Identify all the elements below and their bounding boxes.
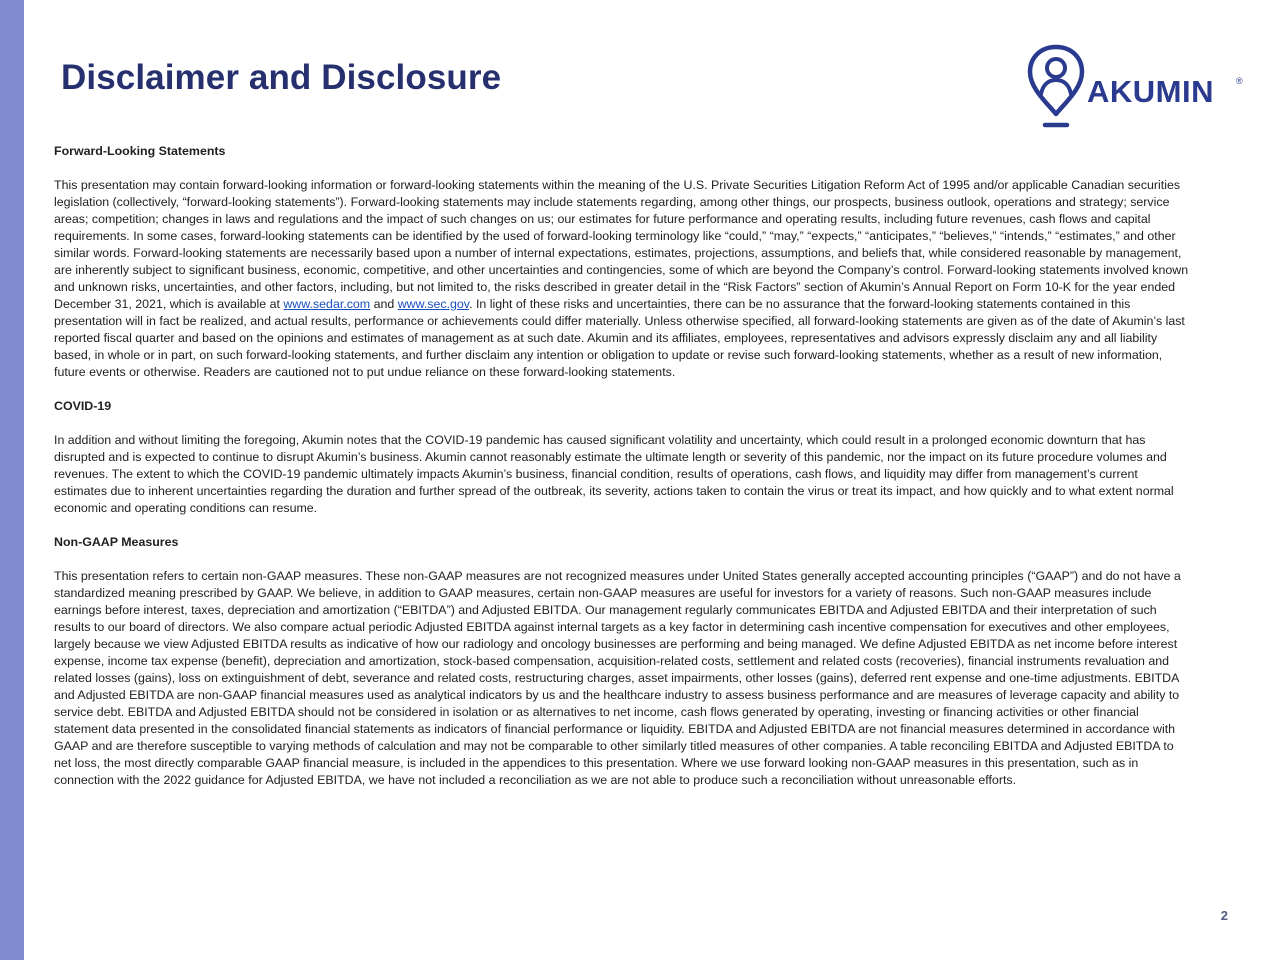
sedar-link[interactable]: www.sedar.com bbox=[283, 297, 371, 311]
logo-wordmark: AKUMIN bbox=[1087, 74, 1214, 109]
disclaimer-content bbox=[54, 143, 1194, 789]
section-heading-covid: COVID-19 bbox=[54, 399, 112, 413]
and-text: and bbox=[370, 297, 398, 311]
section-heading-forward-looking: Forward-Looking Statements bbox=[54, 144, 226, 158]
pin-person-icon bbox=[1026, 44, 1086, 130]
section-heading-non-gaap: Non-GAAP Measures bbox=[54, 535, 179, 549]
sec-link[interactable]: www.sec.gov bbox=[397, 297, 470, 311]
non-gaap-paragraph: This presentation refers to certain non-GAAP measures. These non-GAAP measures are not recognized measures under United States generally accepted accounting principles (“GAAP”) and do not have a standardized meaning prescribed by GAAP. We believe, in addition to GAAP measures, certain non-GAAP measures are useful for investors for a variety of reasons. Such non-GAAP measures include earnings before interest, taxes, depreciation and amortization (“EBITDA”) and Adjusted EBITDA. Our management regularly communicates EBITDA and Adjusted EBITDA and their interpretation of such results to our board of directors. We also compare actual periodic Adjusted EBITDA against internal targets as a key factor in determining cash incentive compensation for executives and other employees, largely because we view Adjusted EBITDA results as indicative of how our radiology and oncology businesses are performing and being managed. We define Adjusted EBITDA as net income before interest expense, income tax expense (benefit), depreciation and amortization, stock-based compensation, acquisition-related costs, settlement and related costs (recoveries), financial instruments revaluation and related losses (gains), loss on extinguishment of debt, severance and related costs, restructuring charges, asset impairments, other losses (gains), deferred rent expense and one-time adjustments. EBITDA and Adjusted EBITDA are non-GAAP financial measures used as analytical indicators by us and the healthcare industry to assess business performance and are measures of leverage capacity and ability to service debt. EBITDA and Adjusted EBITDA should not be considered in isolation or as alternatives to net income, cash flows generated by operating, investing or financing activities or other financial statement data presented in the consolidated financial statements as indicators of financial performance or liquidity. EBITDA and Adjusted EBITDA are not financial measures determined in accordance with GAAP and are therefore susceptible to varying methods of calculation and may not be comparable to other similarly titled measures of other companies. A table reconciling EBITDA and Adjusted EBITDA to net loss, the most directly comparable GAAP financial measure, is included in the appendices to this presentation. Where we use forward looking non-GAAP measures in this presentation, such as in connection with the 2022 guidance for Adjusted EBITDA, we have not included a reconciliation as we are not able to produce such a reconciliation without unreasonable efforts. bbox=[54, 569, 1181, 787]
forward-looking-text-a: This presentation may contain forward-looking information or forward-looking statements within the meaning of the U.S. Private Securities Litigation Reform Act of 1995 and/or applicable Canadian securities legislation (collectively, “forward-looking statements”). Forward-looking statements may include statements regarding, among other things, our prospects, business outlook, operations and strategy; service areas; competition; changes in laws and regulations and the impact of such changes on us; our estimates for future performance and operating results, including future revenues, cash flows and capital requirements. In some cases, forward-looking statements can be identified by the used of forward-looking terminology like “could,” “may,” “expects,” “anticipates,” “believes,” “intends,” “estimates,” and other similar words. Forward-looking statements are necessarily based upon a number of internal expectations, estimates, projections, assumptions, and beliefs that, while considered reasonable by management, are inherently subject to significant business, economic, competitive, and other uncertainties and contingencies, some of which are beyond the Company’s control. Forward-looking statements involved known and unknown risks, uncertainties, and other factors, including, but not limited to, the risks described in greater detail in the “Risk Factors” section of Akumin’s Annual Report on Form 10-K for the year ended December 31, 2021, which is available at bbox=[54, 178, 1189, 311]
forward-looking-paragraph bbox=[54, 177, 1194, 381]
akumin-logo bbox=[1026, 44, 1246, 130]
page-number: 2 bbox=[1220, 908, 1228, 923]
forward-looking-text-b: . In light of these risks and uncertainties, there can be no assurance that the forward-looking statements contained in this presentation will in fact be realized, and actual results, performance or achievements could differ materially. Unless otherwise specified, all forward-looking statements are given as of the date of Akumin’s last reported fiscal quarter and based on the opinions and estimates of management as at such date. Akumin and its affiliates, employees, representatives and advisors expressly disclaim any and all liability based, in whole or in part, on such forward-looking statements, and further disclaim any intention or obligation to update or revise such forward-looking statements, whether as a result of new information, future events or otherwise. Readers are cautioned not to put undue reliance on these forward-looking statements. bbox=[54, 297, 1185, 379]
page-title: Disclaimer and Disclosure bbox=[61, 58, 502, 97]
left-accent-bar bbox=[0, 0, 24, 960]
registered-mark: ® bbox=[1236, 76, 1243, 86]
covid-paragraph: In addition and without limiting the foregoing, Akumin notes that the COVID-19 pandemic has caused significant volatility and uncertainty, which could result in a prolonged economic downturn that has disrupted and is expected to continue to disrupt Akumin’s business. Akumin cannot reasonably estimate the ultimate length or severity of this pandemic, nor the impact on its future procedure volumes and revenues. The extent to which the COVID-19 pandemic ultimately impacts Akumin’s business, financial condition, results of operations, cash flows, and liquidity may differ from management’s current estimates due to inherent uncertainties regarding the duration and further spread of the outbreak, its severity, actions taken to contain the virus or treat its impact, and how quickly and to what extent normal economic and operating conditions can resume. bbox=[54, 433, 1174, 515]
